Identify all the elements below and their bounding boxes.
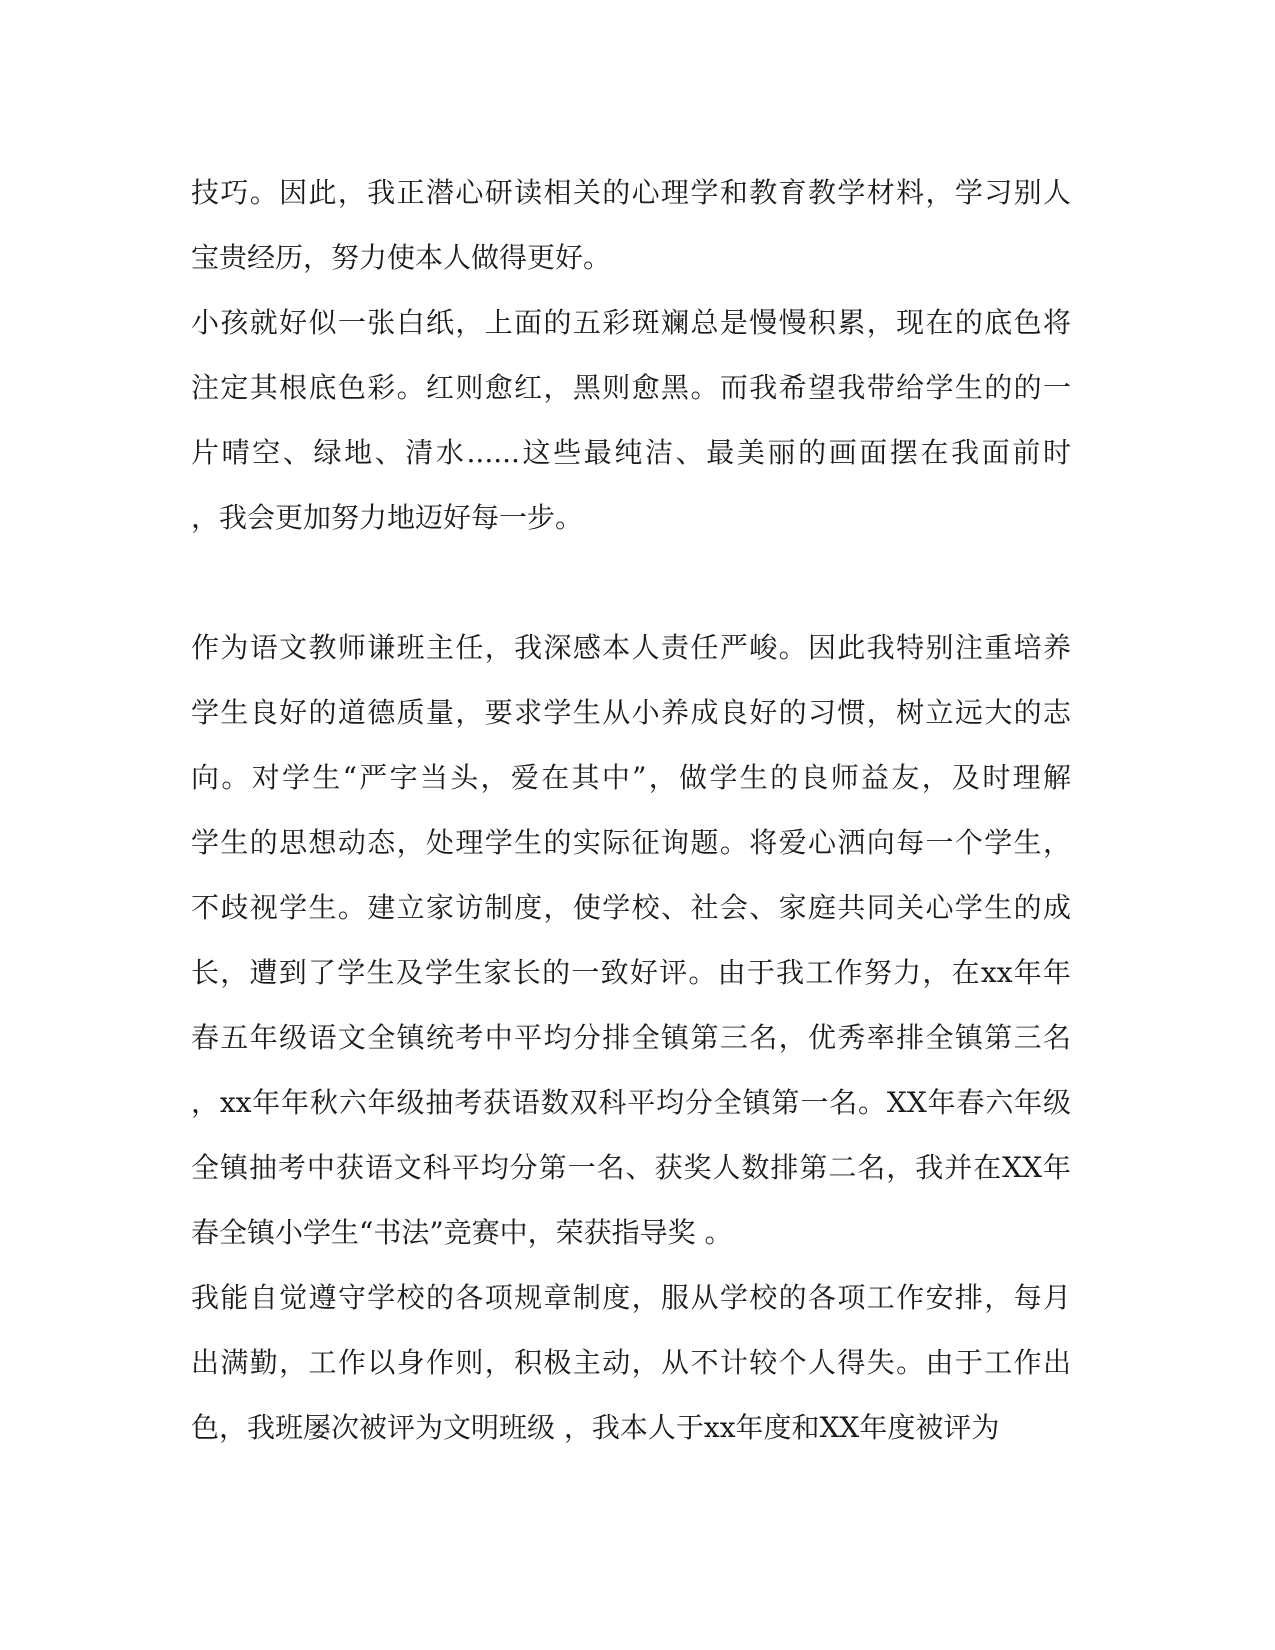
text-line: 向。对学生“严字当头，爱在其中”，做学生的良师益友，及时理解 bbox=[191, 761, 1071, 794]
paragraph-gap bbox=[191, 550, 1071, 615]
text-line: 注定其根底色彩。红则愈红，黑则愈黑。而我希望我带给学生的的一 bbox=[191, 371, 1071, 404]
text-line: 春全镇小学生“书法”竞赛中，荣获指导奖 。 bbox=[191, 1216, 733, 1249]
text-line: 不歧视学生。建立家访制度，使学校、社会、家庭共同关心学生的成 bbox=[191, 891, 1071, 924]
text-line: 片晴空、绿地、清水......这些最纯洁、最美丽的画面摆在我面前时 bbox=[191, 436, 1071, 469]
text-line: 长，遭到了学生及学生家长的一致好评。由于我工作努力，在xx年年 bbox=[191, 956, 1071, 989]
text-line: 我能自觉遵守学校的各项规章制度，服从学校的各项工作安排，每月 bbox=[191, 1281, 1071, 1314]
text-line: 小孩就好似一张白纸，上面的五彩斑斓总是慢慢积累，现在的底色将 bbox=[191, 306, 1071, 339]
text-line: 春五年级语文全镇统考中平均分排全镇第三名，优秀率排全镇第三名 bbox=[191, 1021, 1071, 1054]
text-line: 出满勤，工作以身作则，积极主动，从不计较个人得失。由于工作出 bbox=[191, 1346, 1071, 1379]
text-line: ，xx年年秋六年级抽考获语数双科平均分全镇第一名。XX年春六年级 bbox=[191, 1086, 1071, 1119]
text-line: 宝贵经历，努力使本人做得更好。 bbox=[191, 241, 612, 274]
text-line: 全镇抽考中获语文科平均分第一名、获奖人数排第二名，我并在XX年 bbox=[191, 1151, 1071, 1184]
text-line: 学生的思想动态，处理学生的实际征询题。将爱心洒向每一个学生， bbox=[191, 826, 1071, 859]
body-text bbox=[191, 160, 1071, 1460]
text-line: ，我会更加努力地迈好每一步。 bbox=[191, 501, 584, 534]
text-line: 色，我班屡次被评为文明班级 ，我本人于xx年度和XX年度被评为 bbox=[191, 1411, 1000, 1444]
text-line: 学生良好的道德质量，要求学生从小养成良好的习惯，树立远大的志 bbox=[191, 696, 1071, 729]
text-line: 技巧。因此，我正潜心研读相关的心理学和教育教学材料，学习别人 bbox=[191, 176, 1071, 209]
text-line: 作为语文教师谦班主任，我深感本人责任严峻。因此我特别注重培养 bbox=[191, 631, 1071, 664]
